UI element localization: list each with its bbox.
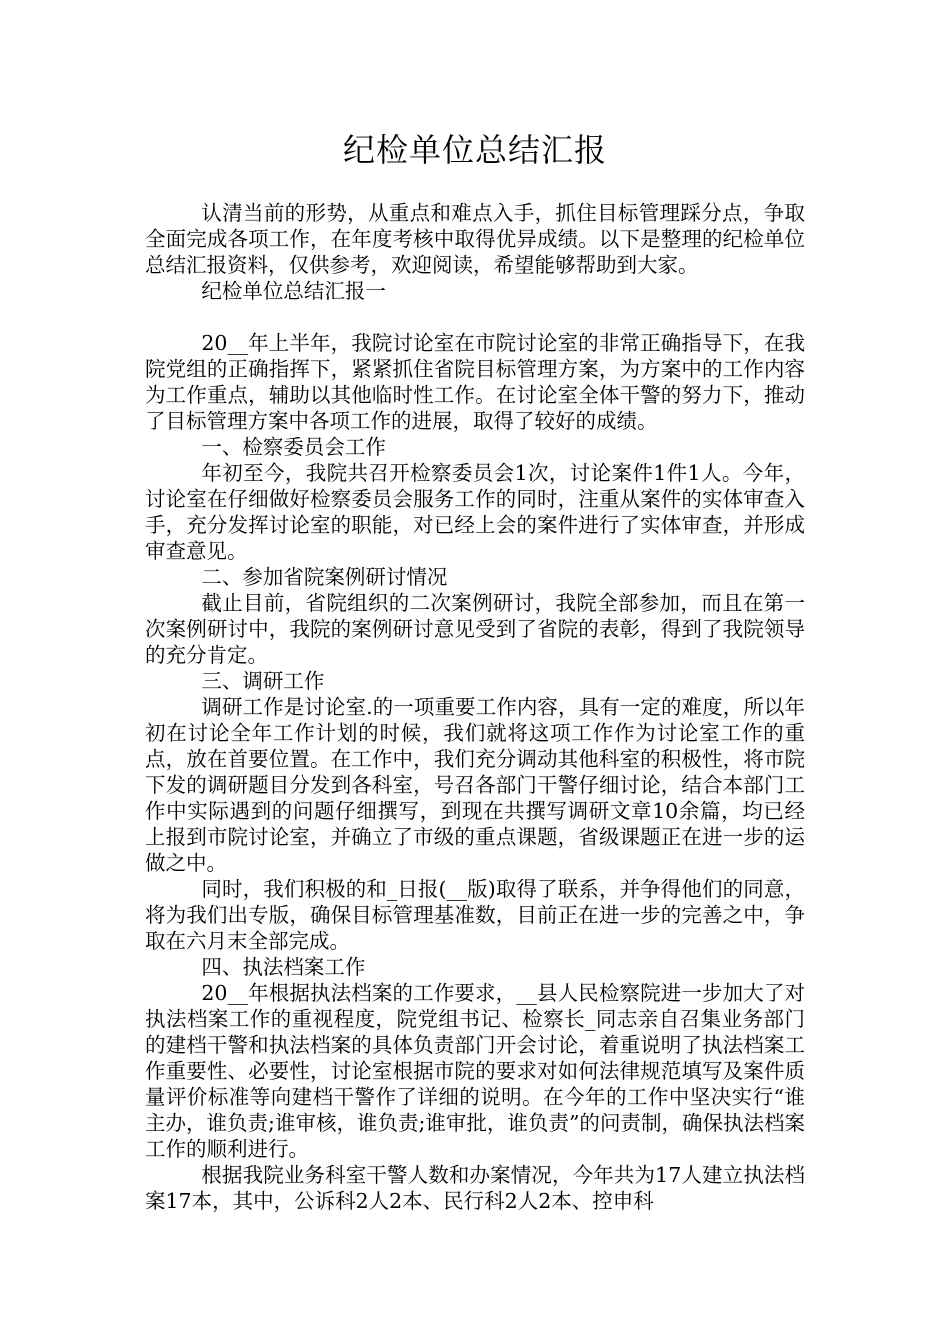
section-paragraph: 截止目前，省院组织的二次案例研讨，我院全部参加，而且在第一次案例研讨中，我院的案例研讨意见受到了省院的表彰，得到了我院领导的充分肯定。 (145, 591, 805, 667)
document-body (145, 200, 805, 1214)
section-heading: 二、参加省院案例研讨情况 (201, 565, 448, 589)
section-heading: 一、检察委员会工作 (201, 435, 386, 459)
section-paragraph: 根据我院业务科室干警人数和办案情况，今年共为17人建立执法档案17本，其中，公诉科2人2本、民行科2人2本、控申科 (145, 1163, 805, 1213)
section-paragraph: 20__年根据执法档案的工作要求，__县人民检察院进一步加大了对执法档案工作的重视程度，院党组书记、检察长_同志亲自召集业务部门的建档干警和执法档案的具体负责部门开会讨论，着重说明了执法档案工作重要性、必要性，讨论室根据市院的要求对如何法律规范填写及案件质量评价标准等向建档干警作了详细的说明。在今年的工作中坚决实行“谁主办，谁负责;谁审核，谁负责;谁审批，谁负责”的问责制，确保执法档案工作的顺利进行。 (145, 981, 805, 1161)
section-heading: 四、执法档案工作 (201, 955, 366, 979)
opening-paragraph: 20__年上半年，我院讨论室在市院讨论室的非常正确指导下，在我院党组的正确指挥下，紧紧抓住省院目标管理方案，为方案中的工作内容为工作重点，辅助以其他临时性工作。在讨论室全体干警的努力下，推动了目标管理方案中各项工作的进展，取得了较好的成绩。 (145, 331, 805, 433)
intro-paragraph: 认清当前的形势，从重点和难点入手，抓住目标管理踩分点，争取全面完成各项工作，在年度考核中取得优异成绩。以下是整理的纪检单位总结汇报资料，仅供参考，欢迎阅读，希望能够帮助到大家。 (145, 201, 805, 277)
section-heading: 三、调研工作 (201, 669, 325, 693)
section-paragraph: 年初至今，我院共召开检察委员会1次，讨论案件1件1人。今年，讨论室在仔细做好检察委员会服务工作的同时，注重从案件的实体审查入手，充分发挥讨论室的职能，对已经上会的案件进行了实体审查，并形成审查意见。 (145, 461, 805, 563)
document-title: 纪检单位总结汇报 (342, 131, 607, 169)
section-paragraph: 同时，我们积极的和_日报(__版)取得了联系，并争得他们的同意，将为我们出专版，确保目标管理基准数，目前正在进一步的完善之中，争取在六月末全部完成。 (145, 877, 805, 953)
subtitle-heading: 纪检单位总结汇报一 (201, 279, 386, 303)
blank-line (145, 304, 805, 330)
section-paragraph: 调研工作是讨论室.的一项重要工作内容，具有一定的难度，所以年初在讨论全年工作计划的时候，我们就将这项工作作为讨论室工作的重点，放在首要位置。在工作中，我们充分调动其他科室的积极性，将市院下发的调研题目分发到各科室，号召各部门干警仔细讨论，结合本部门工作中实际遇到的问题仔细撰写，到现在共撰写调研文章10余篇，均已经上报到市院讨论室，并确立了市级的重点课题，省级课题正在进一步的运做之中。 (145, 695, 805, 875)
